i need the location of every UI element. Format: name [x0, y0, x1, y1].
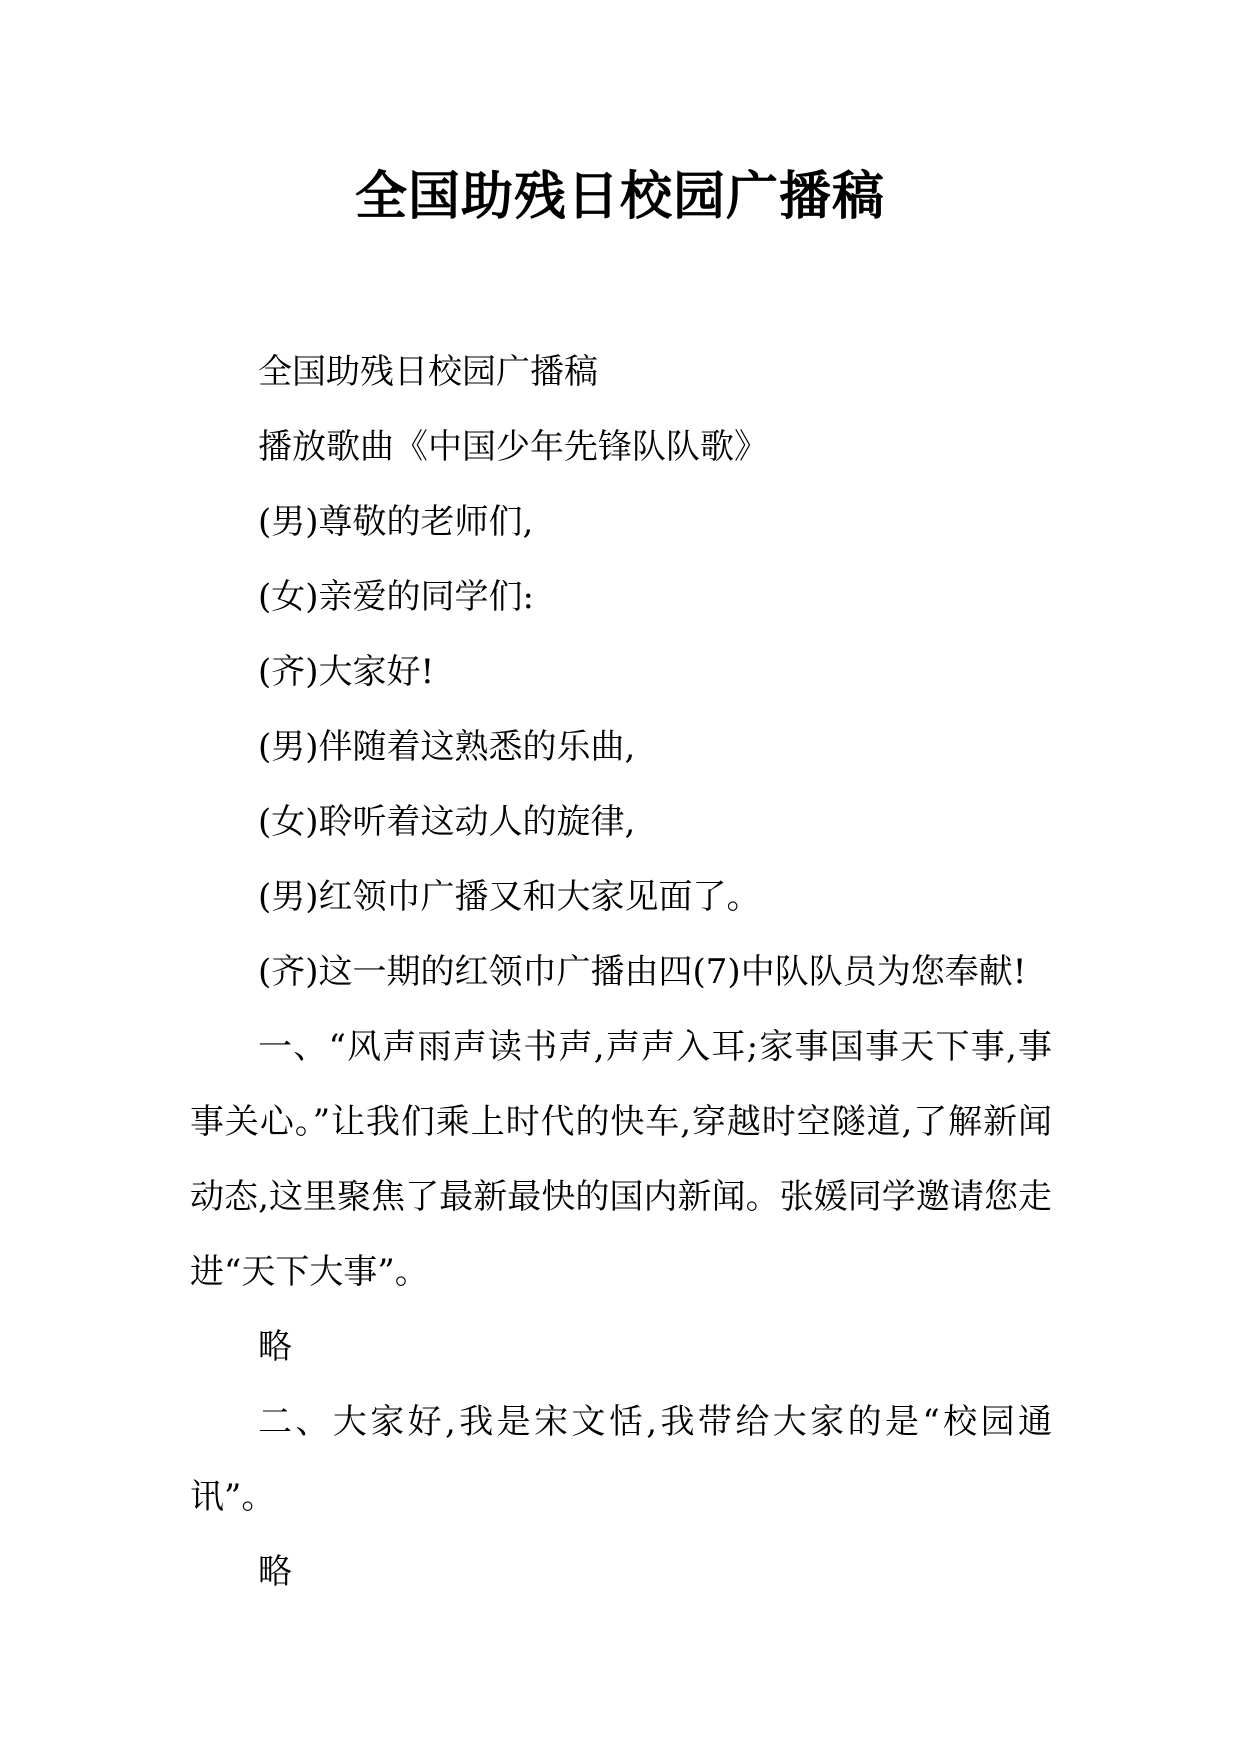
paragraph: (女)聆听着这动人的旋律, — [258, 802, 636, 842]
paragraph: 一、“风声雨声读书声,声声入耳;家事国事天下事,事事关心。”让我们乘上时代的快车,穿越时空隧道,了解新闻动态,这里聚焦了最新最快的国内新闻。张媛同学邀请您走进“天下大事”。 — [190, 1027, 1052, 1292]
paragraph: (齐)这一期的红领巾广播由四(7)中队队员为您奉献! — [258, 952, 1027, 992]
paragraph: (女)亲爱的同学们: — [258, 577, 534, 617]
paragraph: (男)伴随着这熟悉的乐曲, — [258, 727, 636, 767]
paragraph: 二、大家好,我是宋文恬,我带给大家的是“校园通讯”。 — [190, 1402, 1052, 1517]
paragraph: (男)红领巾广播又和大家见面了。 — [258, 877, 761, 917]
paragraph: (齐)大家好! — [258, 652, 435, 692]
paragraph: 略 — [258, 1327, 292, 1367]
paragraph: 略 — [258, 1552, 292, 1592]
document-body — [190, 335, 1052, 1610]
paragraph: 播放歌曲《中国少年先锋队队歌》 — [258, 427, 768, 467]
document-title: 全国助残日校园广播稿 — [354, 167, 885, 227]
paragraph: (男)尊敬的老师们, — [258, 502, 534, 542]
paragraph: 全国助残日校园广播稿 — [258, 352, 598, 392]
